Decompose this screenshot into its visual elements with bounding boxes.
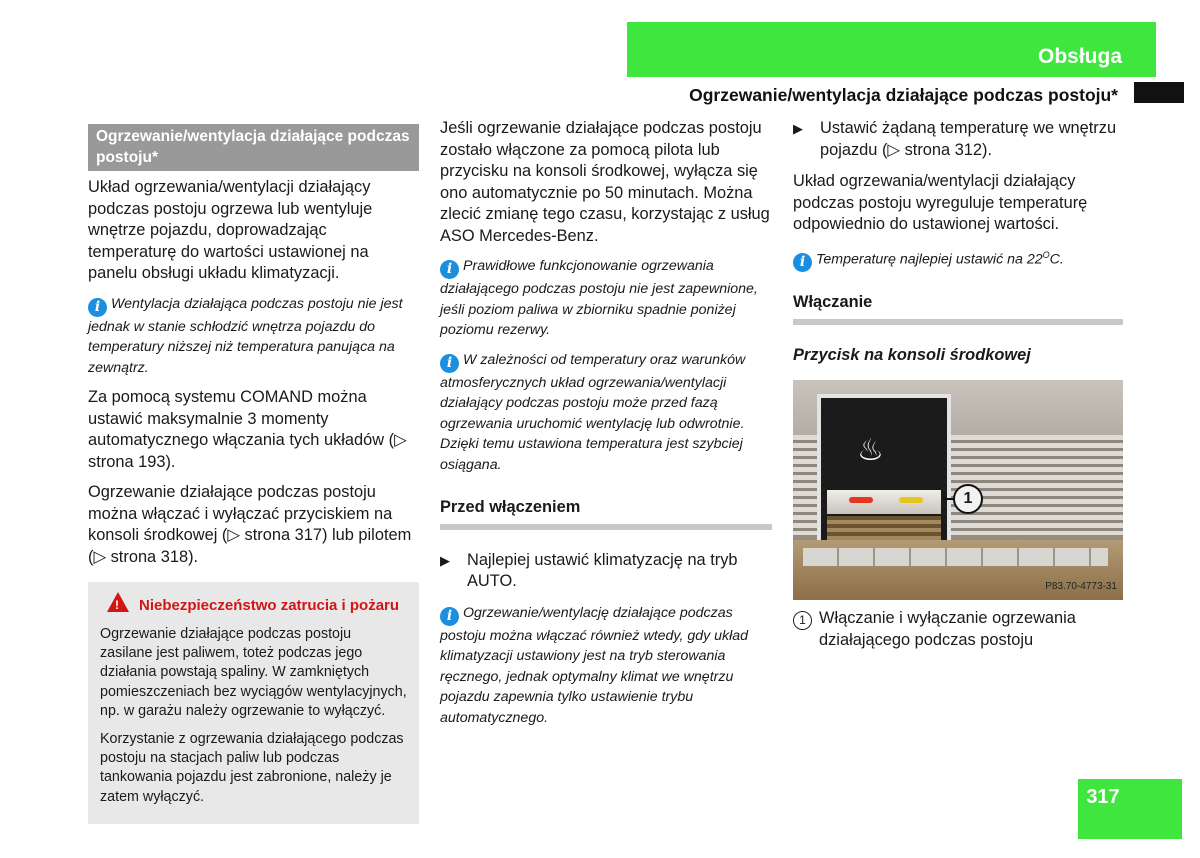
caption-number: 1 [793, 611, 812, 630]
info-icon: i [440, 260, 459, 279]
red-indicator [849, 497, 873, 503]
warning-title: !Niebezpieczeństwo zatrucia i pożaru [100, 592, 407, 616]
yellow-indicator [899, 497, 923, 503]
italic-subheading: Przycisk na konsoli środkowej [793, 345, 1031, 364]
triangle-bullet-icon: ▶ [793, 121, 803, 136]
page-number: 317 [1086, 786, 1120, 808]
info-note: i Wentylacja działająca podczas postoju nie jest jednak w stanie schłodzić wnętrza pojazdu do temperatury niższej niż temperatura panująca na zewnątrz. [88, 295, 403, 376]
heater-button [827, 490, 941, 514]
paragraph: Jeśli ogrzewanie działające podczas postoju zostało włączone za pomocą pilota lub przycisku na konsoli środkowej, wyłącza się ono automatycznie po 50 minutach. Można zlecić zmianę tego czasu, korzystając z usług ASO Mercedes-Benz. [440, 119, 770, 245]
image-id: P83.70-4773-31 [1045, 580, 1117, 592]
thumb-tab [1134, 82, 1184, 103]
section-heading: Ogrzewanie/wentylacja działające podczas postoju* [88, 124, 419, 171]
heater-button-panel [817, 394, 951, 552]
page-subtitle: Ogrzewanie/wentylacja działające podczas postoju* [689, 85, 1118, 105]
paragraph: Za pomocą systemu COMAND można ustawić maksymalnie 3 momenty automatycznego włączania tych układów (▷ strona 193). [88, 388, 407, 471]
column-2 [440, 118, 772, 737]
warning-box [88, 582, 419, 824]
column-3 [793, 118, 1123, 651]
heater-icon: ♨ [857, 434, 884, 468]
info-note: i Temperaturę najlepiej ustawić na $22^OC$. [793, 245, 1123, 273]
list-item: ▶ Ustawić żądaną temperaturę we wnętrzu pojazdu (▷ strona 312). [793, 118, 1123, 161]
triangle-bullet-icon: ▶ [440, 552, 450, 568]
info-note: i Ogrzewanie/wentylację działające podczas postoju można włączać również wtedy, gdy układ klimatyzacji ustawiony jest na tryb sterowania ręcznego, jednak optymalny klimat we wnętrzu pojazdu zapewnia tylko ustawienie trybu automatycznego. [440, 604, 749, 726]
info-icon: i [793, 253, 812, 272]
console-photo [793, 380, 1123, 600]
info-icon: i [440, 607, 459, 626]
column-1 [88, 124, 419, 824]
paragraph: Układ ogrzewania/wentylacji działający podczas postoju wyreguluje temperaturę odpowiednio do ustawionej wartości. [793, 172, 1088, 233]
warning-triangle-icon [107, 592, 129, 612]
subheading: Włączanie [793, 292, 1123, 325]
warning-text: Ogrzewanie działające podczas postoju zasilane jest paliwem, toteż podczas jego działania powstają spaliny. W zamkniętych pomieszczeniach bez wyciągów wentylacyjnych, np. w garażu należy ogrzewanie to wyłączyć. [100, 626, 407, 719]
callout-number: 1 [953, 484, 983, 514]
warning-text: Korzystanie z ogrzewania działającego podczas postoju na stacjach paliw lub podczas tankowania pojazdu jest zabronione, należy je zatem wyłączyć. [100, 731, 404, 805]
info-note: i W zależności od temperatury oraz warunków atmosferycznych układ ogrzewania/wentylacji działający podczas postoju może przed fazą ogrzewania uruchomić wentylację lub odwrotnie. Dzięki temu ustawiona temperatura jest szybciej osiągana. [440, 351, 746, 473]
paragraph: Układ ogrzewania/wentylacji działający podczas postoju ogrzewa lub wentyluje wnętrze pojazdu, doprowadzając temperaturę do wartości ustawionej na panelu obsługi układu klimatyzacji. [88, 178, 373, 282]
paragraph: Ogrzewanie działające podczas postoju można włączać i wyłączać przyciskiem na konsoli środkowej (▷ strona 317) lub pilotem (▷ strona 318). [88, 483, 412, 566]
section-title: Obsługa [1037, 45, 1122, 68]
subheading: Przed włączeniem [440, 497, 772, 530]
info-icon: i [88, 298, 107, 317]
wood-trim [827, 516, 941, 542]
list-item: ▶ Najlepiej ustawić klimatyzację na tryb AUTO. [440, 550, 772, 593]
info-note: i Prawidłowe funkcjonowanie ogrzewania działającego podczas postoju nie jest zapewnione, jeśli poziom paliwa w zbiorniku spadnie poniżej poziomu rezerwy. [440, 258, 758, 338]
climate-buttons [803, 548, 1108, 566]
info-icon: i [440, 354, 459, 373]
image-caption: 1 Włączanie i wyłączanie ogrzewania działającego podczas postoju [793, 608, 1123, 651]
